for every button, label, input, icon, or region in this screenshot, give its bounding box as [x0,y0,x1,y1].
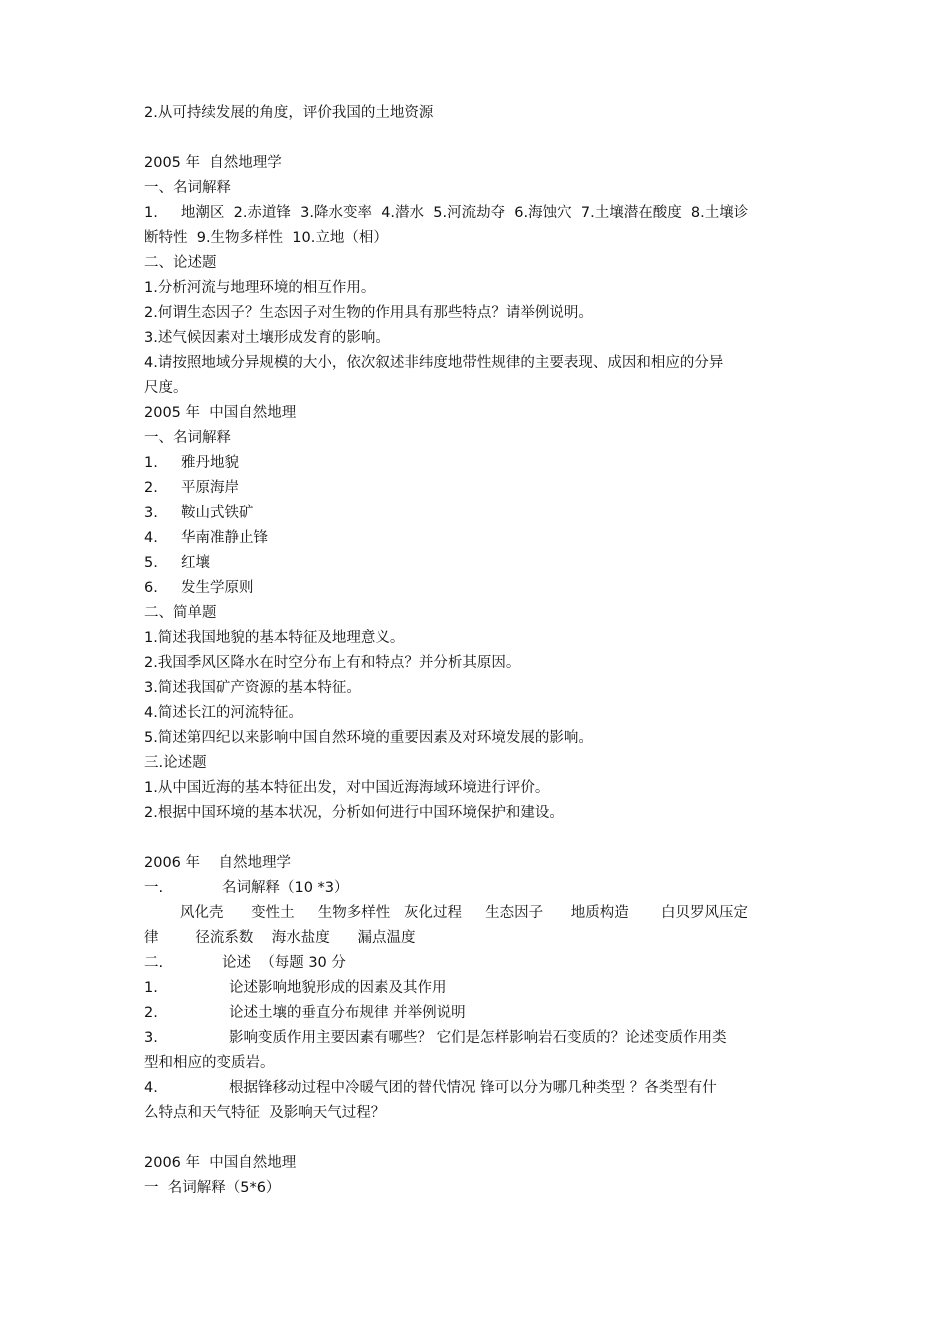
term-text: 鞍山式铁矿 [181,505,254,521]
term-number: 1. [144,455,158,471]
term-text: 雅丹地貌 [181,455,239,471]
question: 4.简述长江的河流特征。 [144,705,303,721]
section-2005-china-geography [144,401,820,826]
term-item [144,451,820,476]
terms-line: 风化壳 变性土 生物多样性 灰化过程 生态因子 地质构造 白贝罗风压定 [180,905,748,921]
terms-line: 律 径流系数 海水盐度 漏点温度 [144,930,416,946]
term-item [144,576,820,601]
question: 3.简述我国矿产资源的基本特征。 [144,680,361,696]
part-heading: 一、名词解释 [144,430,231,446]
question: 2.根据中国环境的基本状况，分析如何进行中国环境保护和建设。 [144,805,564,821]
term-text: 平原海岸 [181,480,239,496]
blank-line [144,126,820,151]
question: 1.从中国近海的基本特征出发，对中国近海海域环境进行评价。 [144,780,550,796]
terms-line: 1. 地潮区 2.赤道锋 3.降水变率 4.潜水 5.河流劫夺 6.海蚀穴 7.土壤潜在酸度 8.土壤诊 [144,205,749,221]
term-number: 4. [144,530,158,546]
part-label: 名词解释（10 *3） [222,880,349,896]
essay-number: 1. [144,980,158,996]
part-heading: 三.论述题 [144,755,207,771]
essay-number: 2. [144,1005,158,1021]
essay-item [144,976,820,1001]
part-label: 论述 （每题 30 分 [222,955,346,971]
term-text: 华南准静止锋 [181,530,268,546]
term-number: 6. [144,580,158,596]
section-2006-physical-geography [144,851,820,1126]
essay-text: 影响变质作用主要因素有哪些？ 它们是怎样影响岩石变质的？论述变质作用类 [229,1030,727,1046]
section-title: 2006 年 自然地理学 [144,855,291,871]
essay-number: 3. [144,1030,158,1046]
section-2006-china-geography [144,1151,820,1201]
term-item [144,526,820,551]
term-item [144,476,820,501]
part-heading: 二、简单题 [144,605,217,621]
essay-item [144,1076,820,1101]
question: 1.分析河流与地理环境的相互作用。 [144,280,376,296]
essay-number: 4. [144,1080,158,1096]
term-text: 红壤 [181,555,210,571]
section-2005-physical-geography [144,151,820,401]
question: 4.请按照地域分异规模的大小，依次叙述非纬度地带性规律的主要表现、成因和相应的分异 [144,355,724,371]
part-number: 一. [144,880,164,896]
part-number: 二. [144,955,164,971]
term-item [144,501,820,526]
section-title: 2005 年 中国自然地理 [144,405,297,421]
terms-line: 断特性 9.生物多样性 10.立地（相） [144,230,388,246]
term-number: 3. [144,505,158,521]
essay-item [144,1026,820,1051]
intro-question: 2.从可持续发展的角度，评价我国的土地资源 [144,105,434,121]
part-heading: 一 名词解释（5*6） [144,1180,281,1196]
term-item [144,551,820,576]
part-heading [144,951,820,976]
question: 3.述气候因素对土壤形成发育的影响。 [144,330,390,346]
part-heading [144,876,820,901]
essay-item [144,1001,820,1026]
question: 1.简述我国地貌的基本特征及地理意义。 [144,630,405,646]
blank-line [144,1126,820,1151]
part-heading: 二、论述题 [144,255,217,271]
document-body [144,101,820,1201]
part-heading: 一、名词解释 [144,180,231,196]
essay-text: 论述土壤的垂直分布规律 并举例说明 [229,1005,466,1021]
blank-line [144,826,820,851]
section-title: 2006 年 中国自然地理 [144,1155,297,1171]
term-number: 5. [144,555,158,571]
essay-continued: 型和相应的变质岩。 [144,1055,275,1071]
term-text: 发生学原则 [181,580,254,596]
question: 5.简述第四纪以来影响中国自然环境的重要因素及对环境发展的影响。 [144,730,593,746]
term-number: 2. [144,480,158,496]
section-title: 2005 年 自然地理学 [144,155,282,171]
essay-continued: 么特点和天气特征 及影响天气过程？ [144,1105,386,1121]
essay-text: 根据锋移动过程中冷暖气团的替代情况 锋可以分为哪几种类型 ？各类型有什 [229,1080,717,1096]
question: 2.何谓生态因子？生态因子对生物的作用具有那些特点？请举例说明。 [144,305,593,321]
essay-text: 论述影响地貌形成的因素及其作用 [229,980,447,996]
question: 2.我国季风区降水在时空分布上有和特点？并分析其原因。 [144,655,521,671]
question-continued: 尺度。 [144,380,188,396]
